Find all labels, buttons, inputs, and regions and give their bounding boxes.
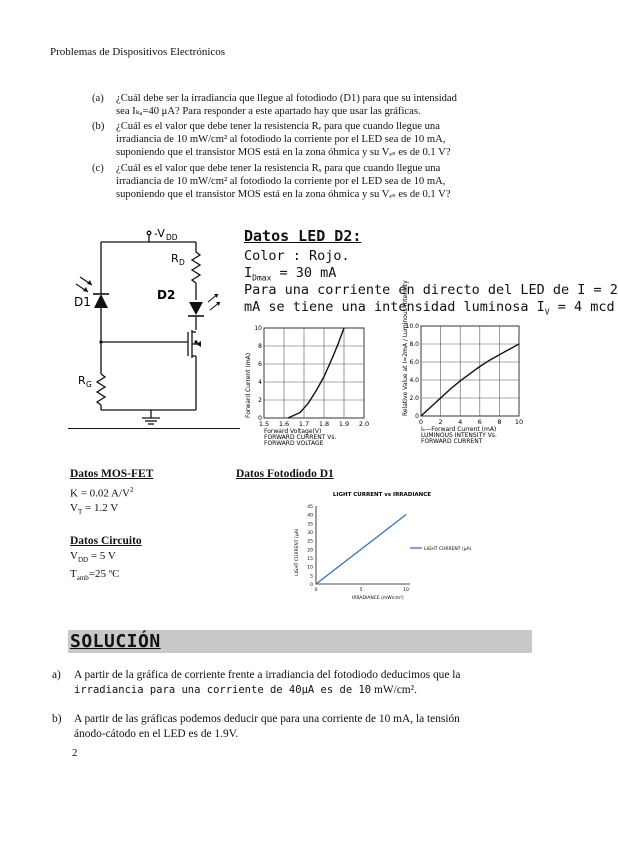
y-tick-label: 4: [258, 379, 262, 386]
circuito-temp-symbol: T: [70, 568, 77, 580]
chart-forward-current-voltage: [238, 322, 378, 452]
circuito-vdd-subscript: DD: [77, 556, 89, 565]
x-axis-label: Iₕ—Forward Current (mA): [421, 426, 497, 433]
mosfet-title: Datos MOS-FET: [70, 468, 154, 480]
data-point: [430, 407, 431, 408]
data-point: [489, 360, 490, 361]
data-point: [316, 584, 317, 585]
x-tick-label: 1.9: [338, 420, 350, 428]
data-series-line: [316, 515, 406, 584]
answer-emphasis: irradiancia para una corriente de 40μA es de 10: [74, 684, 372, 696]
led-imax-value: = 30 mA: [271, 265, 337, 281]
chart-caption: FORWARD VOLTAGE: [264, 440, 324, 447]
circuito-vdd-value: = 5 V: [90, 550, 116, 562]
y-axis-label: LIGHT CURRENT (μA): [295, 528, 300, 576]
answer-line: A partir de las gráficas podemos deducir que para una corriente de 10 mA, la tensión: [74, 713, 460, 725]
led-desc-value: = 2: [585, 282, 618, 298]
led-desc-text: Para una corriente en directo del LED de I: [244, 282, 586, 298]
page-number: 2: [72, 747, 78, 759]
question-list: [92, 92, 542, 212]
y-tick-label: 8: [258, 343, 262, 350]
chart-luminous-intensity: [383, 280, 533, 452]
y-tick-label: 6: [258, 361, 262, 368]
led-title: Datos LED D2:: [244, 227, 362, 245]
x-tick-label: 2: [438, 418, 443, 426]
x-tick-label: 2.0: [358, 420, 370, 428]
y-tick-label: 6.0: [409, 359, 419, 366]
y-tick-label: 0: [258, 415, 262, 422]
circuito-vdd-symbol: V: [70, 550, 78, 562]
y-tick-label: 8.0: [409, 341, 419, 348]
y-tick-label: 15: [307, 557, 313, 562]
circuito-vdd: [70, 550, 116, 564]
circuito-temp: [70, 568, 120, 582]
y-tick-label: 35: [307, 522, 313, 528]
x-axis-label: Forward Voltage(V): [264, 428, 322, 435]
y-tick-label: 10: [254, 325, 262, 332]
y-tick-label: 5: [310, 574, 313, 580]
answer-line: ánodo-cátodo en el LED es de 1.9V.: [74, 728, 239, 740]
data-point: [509, 349, 510, 350]
rg-subscript: G: [86, 380, 92, 389]
x-axis-label: IRRADIANCE (mW/cm²): [352, 596, 404, 601]
mosfet-k-exponent: 2: [129, 486, 134, 494]
x-tick-label: 6: [477, 418, 482, 426]
x-tick-label: 0: [314, 588, 318, 593]
y-tick-label: 30: [307, 531, 313, 536]
y-tick-label: 20: [307, 548, 313, 554]
answer-unit: mW/cm².: [371, 684, 417, 696]
question-line: irradiancia de 10 mW/cm² al fotodiodo la corriente por el LED sea de 10 mA,: [116, 176, 446, 187]
running-header: Problemas de Dispositivos Electrónicos: [50, 46, 226, 58]
led-iv-subscript: V: [544, 307, 550, 317]
solucion-title: SOLUCIÓN: [70, 631, 161, 652]
data-point: [332, 358, 333, 359]
question-line: ¿Cuál es el valor que debe tener la resistencia Rₑ para que cuando llegue una: [116, 121, 440, 132]
y-tick-label: 2.0: [409, 395, 419, 402]
x-tick-label: 1.5: [258, 420, 270, 428]
mosfet-k-value: K = 0.02 A/V: [70, 487, 130, 500]
data-point: [470, 373, 471, 374]
x-tick-label: 10: [403, 588, 409, 593]
mosfet-vt-symbol: V: [70, 502, 78, 514]
legend-label: LIGHT CURRENT (μA): [424, 547, 472, 552]
y-tick-label: 40: [307, 513, 313, 519]
data-point: [288, 418, 289, 419]
question-label: (c): [92, 163, 104, 174]
mosfet-k: [70, 486, 133, 500]
answer-label: a): [52, 669, 61, 681]
answer-line: [74, 683, 417, 698]
circuit-diagram: [68, 222, 243, 432]
data-point: [406, 514, 407, 515]
rg-label: R: [78, 374, 86, 387]
question-line: irradiancia de 10 mW/cm² al fotodiodo la corriente por el LED sea de 10 mA,: [116, 134, 446, 145]
answer-label: b): [52, 713, 62, 725]
mosfet-vt: [70, 502, 118, 516]
data-point: [324, 376, 325, 377]
fotodiodo-title: Datos Fotodiodo D1: [236, 468, 334, 480]
y-tick-label: 25: [307, 539, 313, 545]
y-tick-label: 0: [415, 413, 419, 420]
y-tick-label: 10.0: [405, 323, 419, 330]
y-axis-label: Forward Current (mA): [245, 352, 252, 418]
data-point: [308, 403, 309, 404]
rd-label: R: [171, 252, 179, 265]
data-point: [338, 344, 339, 345]
question-line: sea Iₖₐ=40 μA? Para responder a este apartado hay que usar las gráficas.: [116, 106, 421, 117]
mosfet-vt-subscript: T: [77, 508, 83, 517]
x-tick-label: 1.6: [278, 420, 290, 428]
x-tick-label: 10: [514, 418, 524, 426]
x-tick-label: 8: [497, 418, 502, 426]
data-point: [479, 366, 480, 367]
question-line: suponiendo que el transistor MOS está en la zona óhmica y su Vₑₛ es de 0.1 V?: [116, 147, 451, 158]
circuito-temp-value: =25 ºC: [88, 568, 120, 580]
led-imax: [244, 265, 336, 283]
y-tick-label: 2: [258, 397, 262, 404]
led-desc-value: = 4 mcd: [549, 299, 615, 315]
data-point: [499, 354, 500, 355]
rd-subscript: D: [179, 258, 185, 267]
led-desc-line2: [244, 299, 615, 317]
x-tick-label: 5: [359, 588, 363, 593]
chart-caption: FORWARD CURRENT Vs.: [264, 434, 337, 441]
circuito-temp-subscript: amb: [76, 574, 89, 583]
data-point: [421, 416, 422, 417]
circuito-title: Datos Circuito: [70, 535, 142, 547]
plot-area: [264, 328, 364, 418]
chart-light-current-irradiance: [282, 488, 502, 606]
answer-line: A partir de la gráfica de corriente frente a irradiancia del fotodiodo deducimos que la: [74, 669, 461, 681]
d2-label: D2: [157, 288, 176, 302]
x-tick-label: 1.8: [318, 420, 330, 428]
y-axis-label: Relative Value at I=2mA / Luminous Intensity: [402, 280, 409, 416]
x-tick-label: 4: [458, 418, 463, 426]
chart-caption: LUMINOUS INTENSITY Vs.: [421, 432, 497, 439]
data-point: [450, 389, 451, 390]
led-imax-symbol: I: [244, 265, 253, 281]
x-tick-label: 1.7: [298, 420, 310, 428]
question-label: (a): [92, 93, 104, 104]
data-point: [300, 412, 301, 413]
chart-caption: FORWARD CURRENT: [421, 438, 483, 445]
led-imax-subscript: Dmax: [252, 273, 272, 283]
question-label: (b): [92, 121, 105, 132]
led-desc-text: mA se tiene una intensidad luminosa I: [244, 299, 545, 315]
mosfet-vt-value: = 1.2 V: [84, 502, 119, 514]
data-point: [344, 328, 345, 329]
question-line: ¿Cuál es el valor que debe tener la resistencia Rₓ para que cuando llegue una: [116, 163, 441, 174]
chart-title: LIGHT CURRENT vs IRRADIANCE: [332, 492, 432, 498]
data-point: [440, 398, 441, 399]
y-tick-label: 45: [307, 505, 313, 510]
x-tick-label: 0: [418, 418, 424, 426]
question-line: ¿Cuál debe ser la irradiancia que llegue al fotodiodo (D1) para que su intensidad: [116, 93, 457, 104]
y-tick-label: 4.0: [409, 377, 419, 384]
question-line: suponiendo que el transistor MOS está en la zona óhmica y su Vₑₛ es de 0.1 V?: [116, 189, 451, 200]
led-desc-line1: [244, 282, 618, 298]
d1-label: D1: [74, 295, 91, 309]
data-point: [460, 381, 461, 382]
vdd-label: -V: [154, 227, 165, 240]
y-tick-label: 10: [307, 565, 313, 571]
vdd-subscript: DD: [166, 233, 178, 242]
data-point: [316, 391, 317, 392]
circuit-divider: [68, 428, 240, 429]
led-color: Color : Rojo.: [244, 248, 350, 264]
y-tick-label: 0: [310, 583, 313, 588]
data-point: [519, 344, 520, 345]
